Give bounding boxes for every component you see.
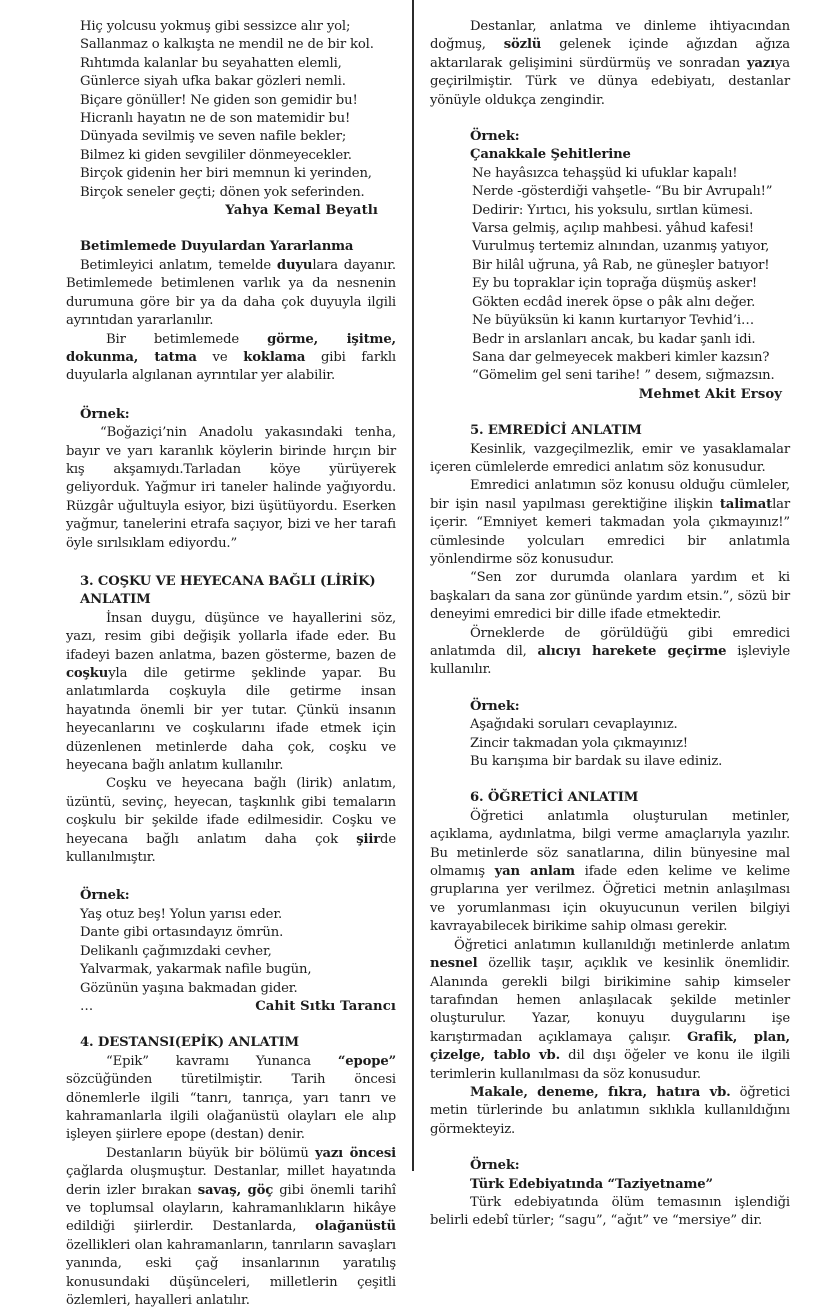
paragraph: Bir betimlemede görme, işitme, dokunma, tatma ve koklama gibi farklı duyularla algılanan ayrıntılar yer alabilir. (66, 331, 396, 384)
left-column (66, 18, 396, 1310)
example-label: Örnek: (470, 1158, 520, 1174)
paragraph: Coşku ve heyecana bağlı (lirik) anlatım, üzüntü, sevinç, heyecan, taşkınlık gibi temaların coşkulu bir şekilde ifade edilmesidir. Coşku ve heyecana bağlı anlatım daha çok şiirde kullanılmıştır. (66, 776, 396, 866)
poem-line: Ey bu topraklar için toprağa düşmüş asker! (472, 276, 758, 292)
poem-yahya-kemal (66, 18, 396, 202)
poem-line: Ne büyüksün ki kanın kurtarıyor Tevhid’i… (472, 313, 754, 329)
paragraph: Öğretici anlatımın kullanıldığı metinlerde anlatım nesnel özellik taşır, açıklık ve kesinlik önemlidir. Alanında gerekli bilgi birikimine sahip kimseler tarafından hemen anlaşılacak şekilde metinler oluşturulur. Yazar, konuyu duygularını işe karıştırmadan açıklamaya çalışır. Grafik, plan, çizelge, tablo vb. dil dışı öğeler ve konu ile ilgili terimlerin kullanılması da söz konusudur. (430, 937, 790, 1082)
poem-author: Mehmet Akit Ersoy (638, 386, 782, 402)
example-quote: “Boğaziçi’nin Anadolu yakasındaki tenha, bayır ve yarı karanlık köylerin birinde hırçın bir kış akşamıydı.Tarladan köye yürüyerek geliyorduk. Yağmur iri taneler halinde yağıyordu. Rüzgâr uğultuyla esiyor, bizi üşütüyordu. Eserken yağmur, tanelerini etrafa saçıyor, bizi ve her tarafı öyle sırılsıklam ediyordu.” (66, 425, 396, 551)
poem-line: Hiç yolcusu yokmuş gibi sessizce alır yol; (80, 19, 351, 34)
example-label: Örnek: (80, 888, 130, 904)
poem-line: Yaş otuz beş! Yolun yarısı eder. (80, 906, 283, 922)
poem-line: “Gömelim gel seni tarihe! ” desem, sığmazsın. (472, 368, 775, 384)
example-title: Çanakkale Şehitlerine (470, 147, 631, 163)
poem-line: Birçok gidenin her biri memnun ki yerinden, (80, 166, 372, 182)
poem-line: Günlerce siyah ufka bakar gözleri nemli. (80, 74, 346, 90)
poem-line: Hicranlı hayatın ne de son matemidir bu! (80, 111, 351, 127)
poem-line: Yalvarmak, yakarmak nafile bugün, (80, 962, 312, 978)
poem-line: Biçare gönüller! Ne giden son gemidir bu! (80, 92, 358, 108)
example-line: Zincir takmadan yola çıkmayınız! (470, 735, 688, 751)
example-label: Örnek: (80, 406, 130, 422)
poem-line: Sallanmaz o kalkışta ne mendil ne de bir kol. (80, 37, 374, 53)
example-label: Örnek: (470, 129, 520, 145)
paragraph: İnsan duygu, düşünce ve hayallerini söz, yazı, resim gibi değişik yollarla ifade eder. Bu ifadeyi bazen anlatma, bazen gösterme, bazen de coşkuyla dile getirme şeklinde yapar. Bu anlatımlarda coşkuyla dile getirme insan hayatında önemli bir yer tutar. Çünkü insanın heyecanlarını ve coşkularını ifade etmek için düzenlenen metinlerde daha çok, coşku ve heyecana bağlı anlatım kullanılır. (66, 610, 396, 774)
poem-line: Dünyada sevilmiş ve seven nafile bekler; (80, 129, 347, 145)
paragraph: Örneklerde de görüldüğü gibi emredici anlatımda dil, alıcıyı harekete geçirme işleviyle kullanılır. (430, 625, 790, 678)
poem-line: Delikanlı çağımızdaki cevher, (80, 943, 272, 959)
paragraph: Öğretici anlatımla oluşturulan metinler, açıklama, aydınlatma, bilgi verme amaçlarıyla yazılır. Bu metinlerde söz sanatlarına, dilin bünyesine mal olmamış yan anlam ifade eden kelime ve kelime gruplarına yer verilmez. Öğretici metnin anlaşılması ve yorumlanması için okuyucunun verilen bilgiyi kavrayabilecek birikime sahip olması gerekir. (430, 808, 790, 935)
paragraph: Destanların büyük bir bölümü yazı öncesi çağlarda oluşmuştur. Destanlar, millet hayatında derin izler bırakan savaş, göç gibi önemli tarihî ve toplumsal olayların, kahramanlıkların hikâye edildiği şiirlerdir. Destanlarda, olağanüstü özellikleri olan kahramanların, tanrıların savaşları yanında, eski çağ insanlarının yaratılış konusundaki düşünceleri, milletlerin çeşitli özlemleri, hayalleri anlatılır. (66, 1145, 396, 1308)
paragraph: Türk edebiyatında ölüm temasının işlendiği belirli edebî türler; “sagu”, “ağıt” ve “mersiye” dir. (430, 1194, 790, 1229)
poem-cahit-sitki (66, 906, 396, 998)
poem-line: Vurulmuş tertemiz alnından, uzanmış yatıyor, (472, 239, 770, 255)
poem-line: Sana dar gelmeyecek makberi kimler kazsın? (472, 349, 770, 365)
example-title: Türk Edebiyatında “Taziyetname” (470, 1176, 713, 1192)
example-line: Aşağıdaki soruları cevaplayınız. (470, 717, 678, 733)
right-column (430, 18, 790, 1231)
paragraph: Makale, deneme, fıkra, hatıra vb. öğretici metin türlerinde bu anlatımın sıklıkla kullanıldığını görmekteyiz. (430, 1084, 790, 1137)
poem-line: Rıhtımda kalanlar bu seyahatten elemli, (80, 55, 342, 71)
poem-line: Gözünün yaşına bakmadan gider. (80, 980, 298, 996)
example-sentences (430, 716, 790, 771)
section-heading-epic: 4. DESTANSI(EPİK) ANLATIM (80, 1035, 300, 1051)
poem-line: Dedirir: Yırtıcı, his yoksulu, sırtlan kümesi. (472, 202, 754, 218)
paragraph: Kesinlik, vazgeçilmezlik, emir ve yasaklamalar içeren cümlelerde emredici anlatım söz konusudur. (430, 441, 790, 475)
poem-line: Bedr in arslanları ancak, bu kadar şanlı idi. (472, 331, 756, 347)
poem-line: Ne hayâsızca tehaşşüd ki ufuklar kapalı! (472, 165, 738, 181)
poem-line: Nerde -gösterdiği vahşetle- “Bu bir Avrupalı!” (472, 184, 773, 200)
poem-line: Dante gibi ortasındayız ömrün. (80, 925, 284, 941)
poem-author: Cahit Sıtkı Tarancı (255, 998, 396, 1014)
poem-canakkale (430, 165, 790, 386)
section-heading-imperative: 5. EMREDİCİ ANLATIM (470, 423, 642, 439)
paragraph: “Epik” kavramı Yunanca “epope” sözcüğünden türetilmiştir. Tarih öncesi dönemlerle ilgili “tanrı, tanrıça, yarı tanrı ve kahramanlarla ilgili olağanüstü olayları ele alıp işleyen şiirlere epope (destan) denir. (66, 1053, 396, 1143)
example-line: Bu karışıma bir bardak su ilave ediniz. (470, 754, 723, 770)
section-heading-senses: Betimlemede Duyulardan Yararlanma (80, 239, 354, 255)
column-divider (412, 0, 414, 1171)
example-label: Örnek: (470, 698, 520, 714)
poem-line: Gökten ecdâd inerek öpse o pâk alnı değer. (472, 294, 756, 310)
poem-line: Birçok seneler geçti; dönen yok seferinden. (80, 184, 365, 200)
poem-line: Bilmez ki giden sevgililer dönmeyecekler. (80, 147, 352, 163)
paragraph: Betimleyici anlatım, temelde duyulara dayanır. Betimlemede betimlenen varlık ya da nesnenin durumuna göre bir ya da daha çok duyuyla ilgili ayrıntıdan yararlanılır. (66, 257, 396, 329)
paragraph: Emredici anlatımın söz konusu olduğu cümleler, bir işin nasıl yapılması gerektiğine ilişkin talimatlar içerir. “Emniyet kemeri takmadan yola çıkmayınız!” cümlesinde yolcuları emredici bir anlatımla yönlendirme söz konusudur. (430, 478, 790, 567)
section-heading-lyric: 3. COŞKU VE HEYECANA BAĞLI (LİRİK) ANLATIM (80, 573, 376, 608)
poem-ellipsis: … (80, 998, 94, 1014)
section-heading-didactic: 6. ÖĞRETİCİ ANLATIM (470, 790, 639, 806)
paragraph: Destanlar, anlatma ve dinleme ihtiyacından doğmuş, sözlü gelenek içinde ağızdan ağıza aktarılarak gelişimini sürdürmüş ve sonradan yazıya geçirilmiştir. Türk ve dünya edebiyatı, destanlar yönüyle oldukça zengindir. (430, 19, 790, 108)
poem-author: Yahya Kemal Beyatlı (225, 203, 378, 219)
poem-line: Bir hilâl uğruna, yâ Rab, ne güneşler batıyor! (472, 257, 770, 273)
paragraph: “Sen zor durumda olanlara yardım et ki başkaları da sana zor gününde yardım etsin.”, sözü bir deneyimi emredici bir dille ifade etmektedir. (430, 570, 790, 623)
poem-line: Varsa gelmiş, açılıp mahbesi. yâhud kafesi! (472, 221, 754, 237)
